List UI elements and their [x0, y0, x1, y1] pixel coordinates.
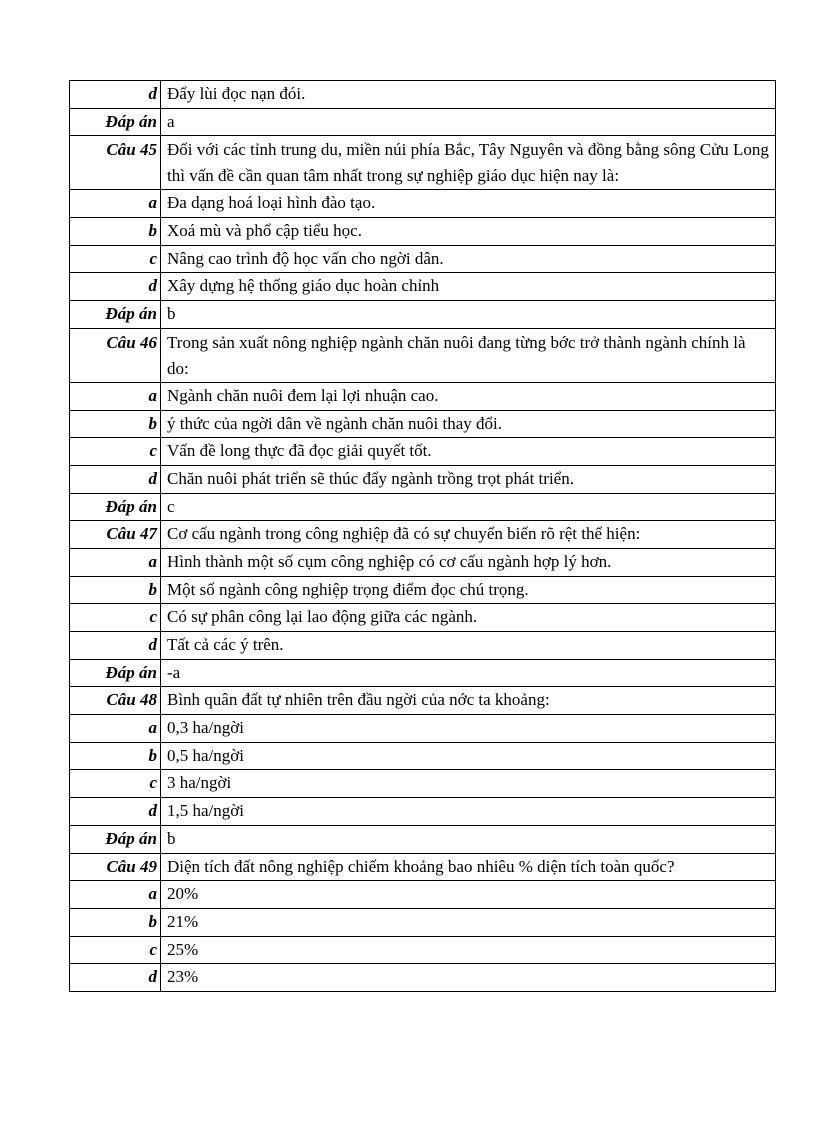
answer-label: Đáp án: [70, 301, 161, 329]
option-row: [70, 410, 776, 438]
option-row: [70, 190, 776, 218]
answer-text: b: [161, 301, 776, 329]
option-row: [70, 742, 776, 770]
option-text: Có sự phân công lại lao động giữa các ngành.: [161, 604, 776, 632]
question-row: [70, 136, 776, 190]
option-text: 25%: [161, 936, 776, 964]
answer-text: -a: [161, 659, 776, 687]
option-label: d: [70, 964, 161, 992]
option-row: [70, 770, 776, 798]
option-label: d: [70, 273, 161, 301]
option-row: [70, 798, 776, 826]
option-label: a: [70, 190, 161, 218]
option-row: [70, 964, 776, 992]
answer-row: [70, 301, 776, 329]
option-text: 23%: [161, 964, 776, 992]
question-text: Bình quân đất tự nhiên trên đầu ngời của nớc ta khoảng:: [161, 687, 776, 715]
option-row: [70, 465, 776, 493]
option-text: ý thức của ngời dân về ngành chăn nuôi thay đổi.: [161, 410, 776, 438]
option-text: Vấn đề long thực đã đọc giải quyết tốt.: [161, 438, 776, 466]
option-row: [70, 382, 776, 410]
question-label: Câu 45: [70, 136, 161, 190]
option-label: a: [70, 382, 161, 410]
answer-row: [70, 659, 776, 687]
answer-row: [70, 493, 776, 521]
option-text: 21%: [161, 908, 776, 936]
answer-row: [70, 108, 776, 136]
option-text: 3 ha/ngời: [161, 770, 776, 798]
option-row: [70, 604, 776, 632]
option-text: Đẩy lùi đọc nạn đói.: [161, 81, 776, 109]
option-text: Xoá mù và phổ cập tiểu học.: [161, 218, 776, 246]
option-text: Xây dựng hệ thống giáo dục hoàn chỉnh: [161, 273, 776, 301]
answer-label: Đáp án: [70, 825, 161, 853]
option-text: 20%: [161, 881, 776, 909]
option-label: c: [70, 936, 161, 964]
option-text: Đa dạng hoá loại hình đào tạo.: [161, 190, 776, 218]
option-row: [70, 632, 776, 660]
option-label: c: [70, 770, 161, 798]
option-row: [70, 576, 776, 604]
option-label: c: [70, 245, 161, 273]
question-label: Câu 48: [70, 687, 161, 715]
option-text: 0,3 ha/ngời: [161, 715, 776, 743]
question-text: Diện tích đất nông nghiệp chiếm khoảng bao nhiêu % diện tích toàn quốc?: [161, 853, 776, 881]
question-label: Câu 47: [70, 521, 161, 549]
option-label: a: [70, 715, 161, 743]
option-text: Một số ngành công nghiệp trọng điểm đọc chú trọng.: [161, 576, 776, 604]
option-label: c: [70, 438, 161, 466]
option-text: Hình thành một số cụm công nghiệp có cơ cấu ngành hợp lý hơn.: [161, 548, 776, 576]
option-text: Ngành chăn nuôi đem lại lợi nhuận cao.: [161, 382, 776, 410]
option-label: d: [70, 81, 161, 109]
option-label: b: [70, 410, 161, 438]
option-label: d: [70, 465, 161, 493]
option-label: b: [70, 576, 161, 604]
question-row: [70, 853, 776, 881]
answer-text: a: [161, 108, 776, 136]
answer-row: [70, 825, 776, 853]
option-row: [70, 548, 776, 576]
question-text: Đối với các tỉnh trung du, miền núi phía Bắc, Tây Nguyên và đồng bằng sông Cửu Long thì vấn đề cần quan tâm nhất trong sự nghiệp giáo dục hiện nay là:: [161, 136, 776, 190]
answer-label: Đáp án: [70, 659, 161, 687]
question-label: Câu 46: [70, 328, 161, 382]
question-label: Câu 49: [70, 853, 161, 881]
option-text: 0,5 ha/ngời: [161, 742, 776, 770]
option-label: a: [70, 881, 161, 909]
option-text: Nâng cao trình độ học vấn cho ngời dân.: [161, 245, 776, 273]
option-label: d: [70, 798, 161, 826]
answer-label: Đáp án: [70, 493, 161, 521]
option-text: 1,5 ha/ngời: [161, 798, 776, 826]
answer-text: c: [161, 493, 776, 521]
option-label: c: [70, 604, 161, 632]
question-row: [70, 521, 776, 549]
option-label: b: [70, 742, 161, 770]
answer-text: b: [161, 825, 776, 853]
option-row: [70, 81, 776, 109]
option-row: [70, 218, 776, 246]
option-row: [70, 936, 776, 964]
option-text: Tất cả các ý trên.: [161, 632, 776, 660]
option-label: b: [70, 218, 161, 246]
question-text: Trong sản xuất nông nghiệp ngành chăn nuôi đang từng bớc trở thành ngành chính là do:: [161, 328, 776, 382]
option-row: [70, 273, 776, 301]
option-text: Chăn nuôi phát triển sẽ thúc đẩy ngành trồng trọt phát triển.: [161, 465, 776, 493]
option-label: d: [70, 632, 161, 660]
option-label: a: [70, 548, 161, 576]
question-table-body: [70, 81, 776, 992]
option-row: [70, 245, 776, 273]
answer-label: Đáp án: [70, 108, 161, 136]
option-row: [70, 881, 776, 909]
option-row: [70, 438, 776, 466]
option-row: [70, 715, 776, 743]
question-row: [70, 687, 776, 715]
option-row: [70, 908, 776, 936]
question-table: [69, 80, 776, 992]
option-label: b: [70, 908, 161, 936]
question-row: [70, 328, 776, 382]
question-text: Cơ cấu ngành trong công nghiệp đã có sự chuyển biến rõ rệt thể hiện:: [161, 521, 776, 549]
